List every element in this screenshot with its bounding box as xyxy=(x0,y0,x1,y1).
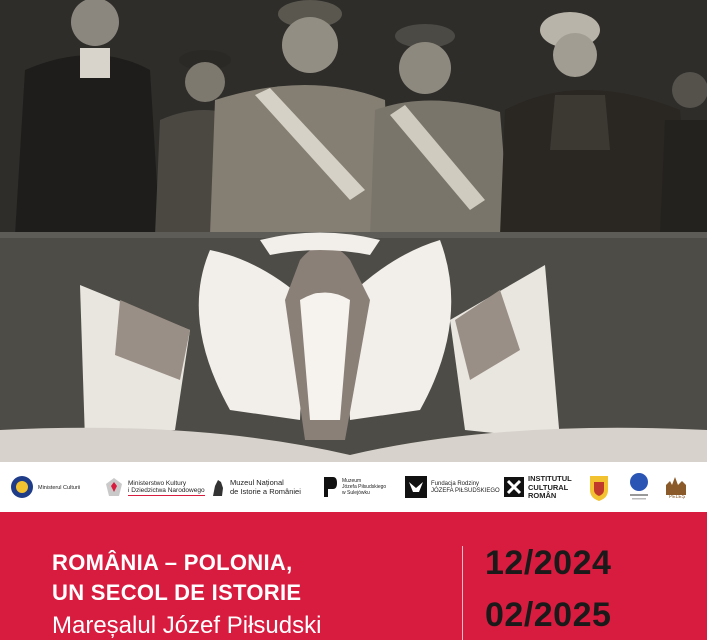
logo-label: Muzeul Național de Istorie a României xyxy=(230,478,301,496)
logo-label: Ministerul Culturii xyxy=(38,484,81,491)
eagle-icon xyxy=(104,476,124,500)
horseman-icon xyxy=(210,476,226,500)
subtitle: Mareșalul Józef Piłsudski xyxy=(52,612,322,639)
logo-blue-seal[interactable] xyxy=(628,462,650,514)
blue-seal-icon xyxy=(628,472,650,504)
icr-icon xyxy=(504,477,524,499)
banner-divider xyxy=(462,546,463,640)
logo-ministerstwo-kultury[interactable] xyxy=(104,462,205,514)
logo-muzeul-national[interactable] xyxy=(210,462,301,514)
logo-label: Muzeum Józefa Piłsudskiego w Sulejówku xyxy=(342,478,387,496)
logo-coat-of-arms[interactable] xyxy=(588,462,610,514)
date-start: 12/2024 xyxy=(485,544,612,582)
title-banner xyxy=(0,512,707,640)
logo-label: Fundacja Rodziny JÓZEFA PIŁSUDSKIEGO xyxy=(431,481,500,494)
title-line-2: UN SECOL DE ISTORIE xyxy=(52,580,302,605)
castle-icon xyxy=(664,475,690,501)
logo-ministerul-culturii[interactable] xyxy=(10,462,80,514)
p-letter-icon xyxy=(322,475,338,501)
logo-label: INSTITUTUL CULTURAL ROMÂN xyxy=(528,474,572,501)
logo-fundacja[interactable] xyxy=(405,462,500,514)
title-line-1: ROMÂNIA – POLONIA, xyxy=(52,550,293,575)
crest-icon xyxy=(10,475,34,501)
logo-peles[interactable] xyxy=(664,462,690,514)
coat-of-arms-icon xyxy=(588,472,610,504)
logo-muzeum-pilsudskiego[interactable] xyxy=(322,462,386,514)
logo-label: PELEȘ xyxy=(668,494,686,501)
date-end: 02/2025 xyxy=(485,596,612,634)
logo-label: Ministerstwo Kultury i Dziedzictwa Narodowego xyxy=(128,480,205,497)
logo-institutul-cultural[interactable] xyxy=(504,462,572,514)
eagle-mark-icon xyxy=(405,476,427,500)
partner-logos-strip xyxy=(0,460,707,514)
